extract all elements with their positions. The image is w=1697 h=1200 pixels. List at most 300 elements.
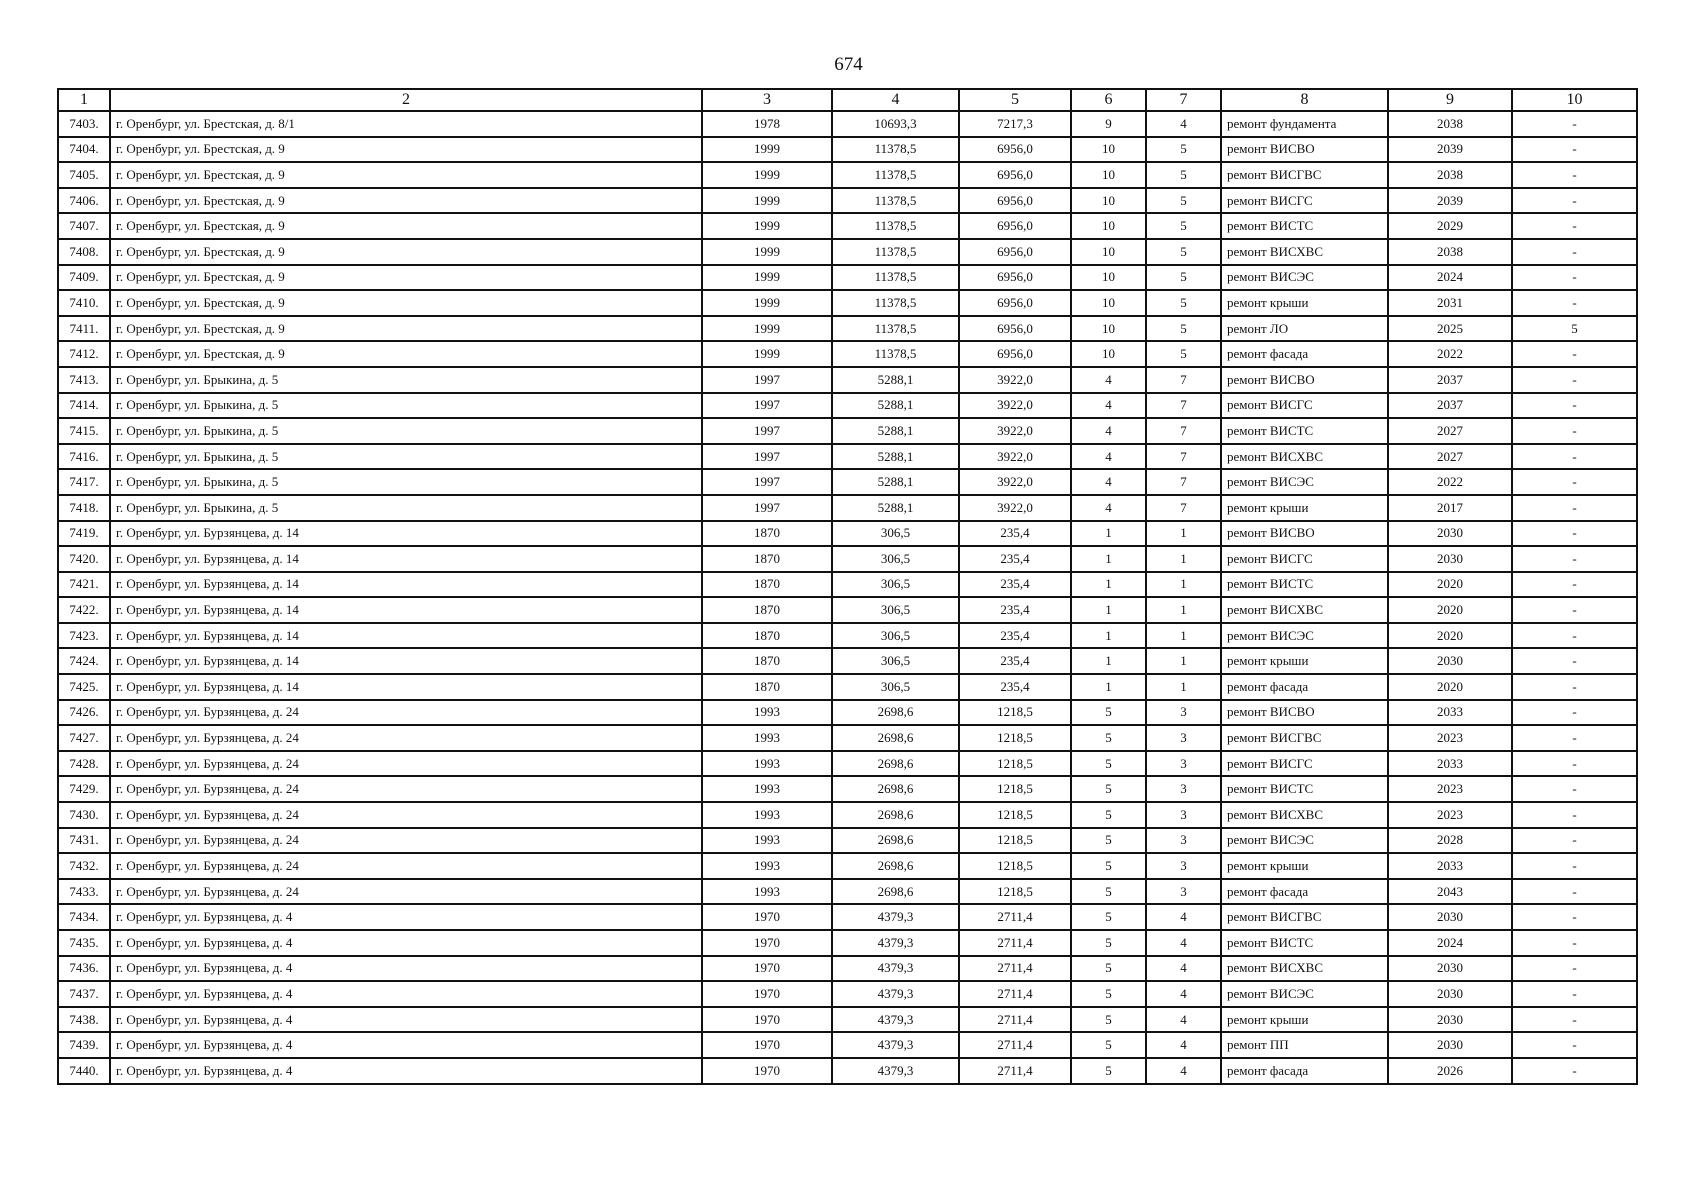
note-cell: -	[1512, 572, 1637, 598]
work-type-cell: ремонт ВИСТС	[1221, 418, 1388, 444]
living-area-cell: 235,4	[959, 674, 1071, 700]
year-cell: 1993	[702, 828, 832, 854]
address-cell: г. Оренбург, ул. Бурзянцева, д. 4	[110, 930, 702, 956]
table-header	[58, 89, 1637, 111]
table-row	[58, 546, 1637, 572]
planned-year-cell: 2039	[1388, 188, 1512, 214]
work-type-cell: ремонт ВИСГС	[1221, 751, 1388, 777]
total-area-cell: 4379,3	[832, 956, 959, 982]
floors-cell: 1	[1071, 546, 1146, 572]
total-area-cell: 5288,1	[832, 469, 959, 495]
year-cell: 1978	[702, 111, 832, 137]
entrances-cell: 5	[1146, 265, 1221, 291]
year-cell: 1999	[702, 239, 832, 265]
entrances-cell: 7	[1146, 495, 1221, 521]
note-cell: -	[1512, 674, 1637, 700]
total-area-cell: 11378,5	[832, 290, 959, 316]
year-cell: 1870	[702, 521, 832, 547]
note-cell: -	[1512, 418, 1637, 444]
planned-year-cell: 2020	[1388, 597, 1512, 623]
year-cell: 1970	[702, 1032, 832, 1058]
living-area-cell: 1218,5	[959, 725, 1071, 751]
living-area-cell: 2711,4	[959, 1058, 1071, 1084]
address-cell: г. Оренбург, ул. Бурзянцева, д. 4	[110, 981, 702, 1007]
work-type-cell: ремонт крыши	[1221, 1007, 1388, 1033]
note-cell: -	[1512, 341, 1637, 367]
entrances-cell: 5	[1146, 316, 1221, 342]
column-header-1: 1	[58, 89, 110, 111]
work-type-cell: ремонт ВИСВО	[1221, 137, 1388, 163]
work-type-cell: ремонт фасада	[1221, 879, 1388, 905]
work-type-cell: ремонт ВИСГС	[1221, 188, 1388, 214]
planned-year-cell: 2038	[1388, 111, 1512, 137]
table-row	[58, 648, 1637, 674]
address-cell: г. Оренбург, ул. Бурзянцева, д. 24	[110, 700, 702, 726]
entrances-cell: 5	[1146, 239, 1221, 265]
total-area-cell: 4379,3	[832, 930, 959, 956]
year-cell: 1997	[702, 469, 832, 495]
page-number: 674	[834, 54, 863, 75]
living-area-cell: 6956,0	[959, 213, 1071, 239]
year-cell: 1970	[702, 930, 832, 956]
total-area-cell: 11378,5	[832, 265, 959, 291]
year-cell: 1999	[702, 213, 832, 239]
year-cell: 1997	[702, 367, 832, 393]
table-row	[58, 111, 1637, 137]
planned-year-cell: 2022	[1388, 469, 1512, 495]
column-header-2: 2	[110, 89, 702, 111]
entrances-cell: 3	[1146, 725, 1221, 751]
table-row	[58, 1032, 1637, 1058]
address-cell: г. Оренбург, ул. Брестская, д. 9	[110, 239, 702, 265]
entrances-cell: 3	[1146, 700, 1221, 726]
living-area-cell: 235,4	[959, 623, 1071, 649]
address-cell: г. Оренбург, ул. Бурзянцева, д. 4	[110, 904, 702, 930]
row-number-cell: 7430.	[58, 802, 110, 828]
table-row	[58, 1058, 1637, 1084]
year-cell: 1999	[702, 137, 832, 163]
table-row	[58, 239, 1637, 265]
note-cell: -	[1512, 469, 1637, 495]
address-cell: г. Оренбург, ул. Бурзянцева, д. 4	[110, 956, 702, 982]
living-area-cell: 1218,5	[959, 776, 1071, 802]
work-type-cell: ремонт фасада	[1221, 1058, 1388, 1084]
note-cell: -	[1512, 393, 1637, 419]
table-row	[58, 597, 1637, 623]
total-area-cell: 11378,5	[832, 137, 959, 163]
entrances-cell: 3	[1146, 853, 1221, 879]
entrances-cell: 4	[1146, 111, 1221, 137]
floors-cell: 5	[1071, 1007, 1146, 1033]
year-cell: 1997	[702, 418, 832, 444]
table-row	[58, 725, 1637, 751]
total-area-cell: 4379,3	[832, 1058, 959, 1084]
note-cell: -	[1512, 1032, 1637, 1058]
header-row	[58, 89, 1637, 111]
living-area-cell: 235,4	[959, 597, 1071, 623]
table-row	[58, 1007, 1637, 1033]
address-cell: г. Оренбург, ул. Бурзянцева, д. 24	[110, 751, 702, 777]
table-row	[58, 290, 1637, 316]
row-number-cell: 7408.	[58, 239, 110, 265]
work-type-cell: ремонт ВИСХВС	[1221, 956, 1388, 982]
year-cell: 1870	[702, 648, 832, 674]
living-area-cell: 2711,4	[959, 981, 1071, 1007]
floors-cell: 5	[1071, 725, 1146, 751]
table-row	[58, 853, 1637, 879]
repair-schedule-table	[57, 88, 1638, 1085]
floors-cell: 10	[1071, 290, 1146, 316]
floors-cell: 1	[1071, 597, 1146, 623]
living-area-cell: 6956,0	[959, 341, 1071, 367]
work-type-cell: ремонт крыши	[1221, 290, 1388, 316]
floors-cell: 4	[1071, 367, 1146, 393]
row-number-cell: 7425.	[58, 674, 110, 700]
planned-year-cell: 2033	[1388, 700, 1512, 726]
floors-cell: 1	[1071, 572, 1146, 598]
year-cell: 1997	[702, 393, 832, 419]
table-row	[58, 444, 1637, 470]
note-cell: -	[1512, 111, 1637, 137]
entrances-cell: 3	[1146, 879, 1221, 905]
living-area-cell: 2711,4	[959, 930, 1071, 956]
column-header-10: 10	[1512, 89, 1637, 111]
floors-cell: 10	[1071, 341, 1146, 367]
planned-year-cell: 2030	[1388, 521, 1512, 547]
planned-year-cell: 2020	[1388, 674, 1512, 700]
work-type-cell: ремонт ВИСТС	[1221, 776, 1388, 802]
column-header-9: 9	[1388, 89, 1512, 111]
year-cell: 1870	[702, 623, 832, 649]
year-cell: 1999	[702, 162, 832, 188]
living-area-cell: 6956,0	[959, 290, 1071, 316]
entrances-cell: 1	[1146, 674, 1221, 700]
total-area-cell: 4379,3	[832, 904, 959, 930]
table-row	[58, 700, 1637, 726]
planned-year-cell: 2030	[1388, 546, 1512, 572]
planned-year-cell: 2028	[1388, 828, 1512, 854]
living-area-cell: 235,4	[959, 648, 1071, 674]
table-body	[58, 111, 1637, 1084]
address-cell: г. Оренбург, ул. Брестская, д. 9	[110, 213, 702, 239]
entrances-cell: 5	[1146, 137, 1221, 163]
floors-cell: 5	[1071, 904, 1146, 930]
table-row	[58, 956, 1637, 982]
planned-year-cell: 2037	[1388, 367, 1512, 393]
address-cell: г. Оренбург, ул. Бурзянцева, д. 14	[110, 648, 702, 674]
entrances-cell: 4	[1146, 956, 1221, 982]
planned-year-cell: 2027	[1388, 418, 1512, 444]
year-cell: 1970	[702, 981, 832, 1007]
column-header-5: 5	[959, 89, 1071, 111]
planned-year-cell: 2043	[1388, 879, 1512, 905]
work-type-cell: ремонт крыши	[1221, 648, 1388, 674]
year-cell: 1999	[702, 290, 832, 316]
row-number-cell: 7406.	[58, 188, 110, 214]
total-area-cell: 11378,5	[832, 239, 959, 265]
row-number-cell: 7405.	[58, 162, 110, 188]
work-type-cell: ремонт ВИСГВС	[1221, 725, 1388, 751]
column-header-4: 4	[832, 89, 959, 111]
work-type-cell: ремонт ВИСВО	[1221, 700, 1388, 726]
note-cell: -	[1512, 1058, 1637, 1084]
note-cell: -	[1512, 188, 1637, 214]
floors-cell: 5	[1071, 828, 1146, 854]
table-row	[58, 572, 1637, 598]
row-number-cell: 7436.	[58, 956, 110, 982]
floors-cell: 5	[1071, 1058, 1146, 1084]
year-cell: 1993	[702, 700, 832, 726]
floors-cell: 5	[1071, 930, 1146, 956]
floors-cell: 10	[1071, 265, 1146, 291]
row-number-cell: 7407.	[58, 213, 110, 239]
table-row	[58, 879, 1637, 905]
living-area-cell: 7217,3	[959, 111, 1071, 137]
planned-year-cell: 2017	[1388, 495, 1512, 521]
living-area-cell: 235,4	[959, 572, 1071, 598]
floors-cell: 5	[1071, 776, 1146, 802]
planned-year-cell: 2030	[1388, 1007, 1512, 1033]
floors-cell: 5	[1071, 981, 1146, 1007]
note-cell: -	[1512, 802, 1637, 828]
row-number-cell: 7414.	[58, 393, 110, 419]
address-cell: г. Оренбург, ул. Бурзянцева, д. 24	[110, 879, 702, 905]
address-cell: г. Оренбург, ул. Брыкина, д. 5	[110, 418, 702, 444]
row-number-cell: 7418.	[58, 495, 110, 521]
note-cell: -	[1512, 1007, 1637, 1033]
living-area-cell: 6956,0	[959, 265, 1071, 291]
work-type-cell: ремонт ВИСГС	[1221, 546, 1388, 572]
year-cell: 1970	[702, 1007, 832, 1033]
table-row	[58, 623, 1637, 649]
note-cell: -	[1512, 444, 1637, 470]
work-type-cell: ремонт фасада	[1221, 341, 1388, 367]
address-cell: г. Оренбург, ул. Брестская, д. 9	[110, 265, 702, 291]
year-cell: 1999	[702, 316, 832, 342]
year-cell: 1970	[702, 1058, 832, 1084]
row-number-cell: 7417.	[58, 469, 110, 495]
total-area-cell: 2698,6	[832, 802, 959, 828]
work-type-cell: ремонт крыши	[1221, 853, 1388, 879]
row-number-cell: 7411.	[58, 316, 110, 342]
entrances-cell: 7	[1146, 444, 1221, 470]
entrances-cell: 1	[1146, 648, 1221, 674]
living-area-cell: 1218,5	[959, 879, 1071, 905]
address-cell: г. Оренбург, ул. Брестская, д. 8/1	[110, 111, 702, 137]
year-cell: 1997	[702, 495, 832, 521]
table-row	[58, 776, 1637, 802]
entrances-cell: 5	[1146, 341, 1221, 367]
address-cell: г. Оренбург, ул. Бурзянцева, д. 24	[110, 828, 702, 854]
table-row	[58, 981, 1637, 1007]
column-header-3: 3	[702, 89, 832, 111]
note-cell: -	[1512, 239, 1637, 265]
entrances-cell: 3	[1146, 828, 1221, 854]
row-number-cell: 7424.	[58, 648, 110, 674]
floors-cell: 4	[1071, 495, 1146, 521]
address-cell: г. Оренбург, ул. Брестская, д. 9	[110, 137, 702, 163]
table-row	[58, 469, 1637, 495]
note-cell: -	[1512, 828, 1637, 854]
total-area-cell: 306,5	[832, 648, 959, 674]
address-cell: г. Оренбург, ул. Бурзянцева, д. 4	[110, 1007, 702, 1033]
note-cell: -	[1512, 290, 1637, 316]
row-number-cell: 7415.	[58, 418, 110, 444]
address-cell: г. Оренбург, ул. Бурзянцева, д. 14	[110, 521, 702, 547]
table-row	[58, 418, 1637, 444]
entrances-cell: 5	[1146, 290, 1221, 316]
living-area-cell: 6956,0	[959, 316, 1071, 342]
note-cell: -	[1512, 700, 1637, 726]
year-cell: 1870	[702, 674, 832, 700]
address-cell: г. Оренбург, ул. Брестская, д. 9	[110, 290, 702, 316]
planned-year-cell: 2030	[1388, 981, 1512, 1007]
address-cell: г. Оренбург, ул. Брыкина, д. 5	[110, 367, 702, 393]
entrances-cell: 1	[1146, 521, 1221, 547]
year-cell: 1970	[702, 904, 832, 930]
total-area-cell: 11378,5	[832, 162, 959, 188]
living-area-cell: 2711,4	[959, 904, 1071, 930]
planned-year-cell: 2026	[1388, 1058, 1512, 1084]
entrances-cell: 5	[1146, 162, 1221, 188]
address-cell: г. Оренбург, ул. Бурзянцева, д. 14	[110, 546, 702, 572]
note-cell: -	[1512, 137, 1637, 163]
total-area-cell: 5288,1	[832, 418, 959, 444]
work-type-cell: ремонт ВИСВО	[1221, 521, 1388, 547]
entrances-cell: 7	[1146, 469, 1221, 495]
total-area-cell: 306,5	[832, 572, 959, 598]
entrances-cell: 1	[1146, 597, 1221, 623]
row-number-cell: 7412.	[58, 341, 110, 367]
row-number-cell: 7410.	[58, 290, 110, 316]
floors-cell: 1	[1071, 521, 1146, 547]
address-cell: г. Оренбург, ул. Брыкина, д. 5	[110, 495, 702, 521]
living-area-cell: 235,4	[959, 521, 1071, 547]
row-number-cell: 7433.	[58, 879, 110, 905]
floors-cell: 10	[1071, 137, 1146, 163]
column-header-7: 7	[1146, 89, 1221, 111]
row-number-cell: 7429.	[58, 776, 110, 802]
note-cell: -	[1512, 546, 1637, 572]
living-area-cell: 3922,0	[959, 367, 1071, 393]
planned-year-cell: 2039	[1388, 137, 1512, 163]
note-cell: -	[1512, 213, 1637, 239]
address-cell: г. Оренбург, ул. Брестская, д. 9	[110, 188, 702, 214]
address-cell: г. Оренбург, ул. Брыкина, д. 5	[110, 393, 702, 419]
address-cell: г. Оренбург, ул. Брестская, д. 9	[110, 162, 702, 188]
note-cell: -	[1512, 930, 1637, 956]
row-number-cell: 7421.	[58, 572, 110, 598]
row-number-cell: 7432.	[58, 853, 110, 879]
work-type-cell: ремонт ВИСТС	[1221, 930, 1388, 956]
total-area-cell: 306,5	[832, 521, 959, 547]
row-number-cell: 7416.	[58, 444, 110, 470]
planned-year-cell: 2023	[1388, 776, 1512, 802]
year-cell: 1870	[702, 546, 832, 572]
work-type-cell: ремонт ВИСЭС	[1221, 828, 1388, 854]
total-area-cell: 4379,3	[832, 1032, 959, 1058]
total-area-cell: 4379,3	[832, 981, 959, 1007]
column-header-8: 8	[1221, 89, 1388, 111]
total-area-cell: 11378,5	[832, 341, 959, 367]
living-area-cell: 3922,0	[959, 495, 1071, 521]
year-cell: 1993	[702, 751, 832, 777]
floors-cell: 5	[1071, 956, 1146, 982]
floors-cell: 10	[1071, 316, 1146, 342]
note-cell: -	[1512, 904, 1637, 930]
entrances-cell: 5	[1146, 188, 1221, 214]
work-type-cell: ремонт ВИСЭС	[1221, 469, 1388, 495]
note-cell: -	[1512, 521, 1637, 547]
address-cell: г. Оренбург, ул. Бурзянцева, д. 14	[110, 623, 702, 649]
row-number-cell: 7419.	[58, 521, 110, 547]
total-area-cell: 306,5	[832, 674, 959, 700]
floors-cell: 10	[1071, 239, 1146, 265]
year-cell: 1993	[702, 776, 832, 802]
floors-cell: 5	[1071, 1032, 1146, 1058]
floors-cell: 5	[1071, 751, 1146, 777]
floors-cell: 5	[1071, 700, 1146, 726]
planned-year-cell: 2029	[1388, 213, 1512, 239]
address-cell: г. Оренбург, ул. Бурзянцева, д. 24	[110, 776, 702, 802]
row-number-cell: 7431.	[58, 828, 110, 854]
row-number-cell: 7428.	[58, 751, 110, 777]
year-cell: 1999	[702, 341, 832, 367]
floors-cell: 1	[1071, 674, 1146, 700]
total-area-cell: 2698,6	[832, 879, 959, 905]
note-cell: -	[1512, 265, 1637, 291]
address-cell: г. Оренбург, ул. Брестская, д. 9	[110, 341, 702, 367]
planned-year-cell: 2038	[1388, 162, 1512, 188]
work-type-cell: ремонт ВИСХВС	[1221, 597, 1388, 623]
table-row	[58, 495, 1637, 521]
planned-year-cell: 2020	[1388, 623, 1512, 649]
row-number-cell: 7409.	[58, 265, 110, 291]
floors-cell: 5	[1071, 879, 1146, 905]
address-cell: г. Оренбург, ул. Бурзянцева, д. 4	[110, 1058, 702, 1084]
work-type-cell: ремонт ВИСХВС	[1221, 444, 1388, 470]
living-area-cell: 1218,5	[959, 828, 1071, 854]
year-cell: 1870	[702, 572, 832, 598]
year-cell: 1993	[702, 802, 832, 828]
entrances-cell: 7	[1146, 418, 1221, 444]
planned-year-cell: 2024	[1388, 930, 1512, 956]
work-type-cell: ремонт ВИСВО	[1221, 367, 1388, 393]
table-row	[58, 367, 1637, 393]
planned-year-cell: 2027	[1388, 444, 1512, 470]
work-type-cell: ремонт крыши	[1221, 495, 1388, 521]
living-area-cell: 6956,0	[959, 239, 1071, 265]
year-cell: 1970	[702, 956, 832, 982]
total-area-cell: 5288,1	[832, 393, 959, 419]
table-row	[58, 521, 1637, 547]
table-row	[58, 828, 1637, 854]
total-area-cell: 4379,3	[832, 1007, 959, 1033]
year-cell: 1997	[702, 444, 832, 470]
table-row	[58, 213, 1637, 239]
address-cell: г. Оренбург, ул. Брестская, д. 9	[110, 316, 702, 342]
living-area-cell: 3922,0	[959, 444, 1071, 470]
living-area-cell: 2711,4	[959, 956, 1071, 982]
note-cell: -	[1512, 495, 1637, 521]
floors-cell: 1	[1071, 623, 1146, 649]
entrances-cell: 7	[1146, 367, 1221, 393]
total-area-cell: 2698,6	[832, 853, 959, 879]
note-cell: -	[1512, 367, 1637, 393]
planned-year-cell: 2030	[1388, 1032, 1512, 1058]
note-cell: -	[1512, 853, 1637, 879]
table-row	[58, 265, 1637, 291]
